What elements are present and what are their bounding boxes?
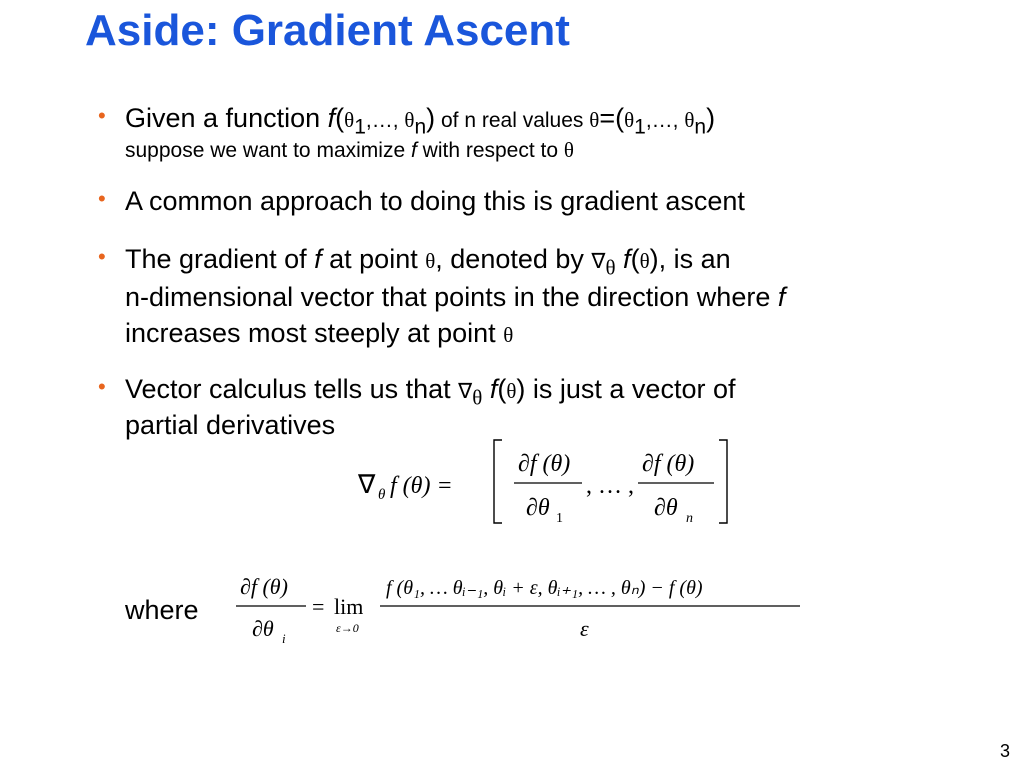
eq1-num-n: ∂f (θ) <box>642 451 695 477</box>
bullet-2: A common approach to doing this is gradient ascent <box>125 186 745 216</box>
bullet-marker: • <box>98 244 106 269</box>
eq1-den-n: ∂θ <box>654 495 678 521</box>
bullet-3-line-2: n-dimensional vector that points in the direction where f <box>125 282 786 312</box>
gradient-equation <box>350 435 750 535</box>
eq1-num-1: ∂f (θ) <box>518 451 571 477</box>
left-bracket <box>494 440 502 523</box>
eq1-nabla: ∇ <box>358 470 376 499</box>
eq2-lim-sub: ε→0 <box>336 621 359 635</box>
eq1-den-1-sub: 1 <box>556 511 563 526</box>
eq2-rhs-num: f (θ₁, … θᵢ₋₁, θᵢ + ε, θᵢ₊₁, … , θₙ) − f (θ) <box>386 577 703 599</box>
bullet-4-line-2: partial derivatives <box>125 410 336 440</box>
eq2-lhs-num: ∂f (θ) <box>240 574 288 599</box>
page-number: 3 <box>999 741 1010 761</box>
bullet-marker: • <box>98 186 106 211</box>
right-bracket <box>719 440 727 523</box>
eq1-nabla-sub: θ <box>378 487 386 503</box>
eq2-lim: lim <box>334 594 364 619</box>
eq2-lhs-den: ∂θ <box>252 616 274 641</box>
bullet-1-line-1: Given a function $f(\theta_1,\dots$, $\theta_n$) of n real values $\theta=(\theta_1,\dots$, $\theta_n$) <box>125 103 716 139</box>
where-label: where <box>125 595 199 625</box>
bullet-4-line-1: Vector calculus tells us that $\nabla_\theta$ f(θ) is just a vector of <box>125 374 736 410</box>
bullet-marker: • <box>98 103 106 128</box>
eq2-lhs-den-sub: i <box>282 631 286 646</box>
bullet-1-line-2: suppose we want to maximize f with respect to θ <box>125 138 574 162</box>
eq2-equals: = <box>312 594 325 619</box>
slide-title: Aside: Gradient Ascent <box>85 6 570 55</box>
bullet-3-line-1: The gradient of f at point θ, denoted by $\nabla_\theta$ f(θ), is an <box>125 244 731 280</box>
eq1-den-1: ∂θ <box>526 495 550 521</box>
bullet-marker: • <box>98 374 106 399</box>
partial-derivative-equation <box>230 568 810 658</box>
eq2-rhs-den: ε <box>580 616 589 641</box>
bullet-3-line-3: increases most steeply at point θ <box>125 318 514 348</box>
eq1-den-n-sub: n <box>686 511 693 526</box>
eq1-sep: , … , <box>586 473 634 499</box>
eq1-lhs: f (θ) = <box>390 473 453 499</box>
